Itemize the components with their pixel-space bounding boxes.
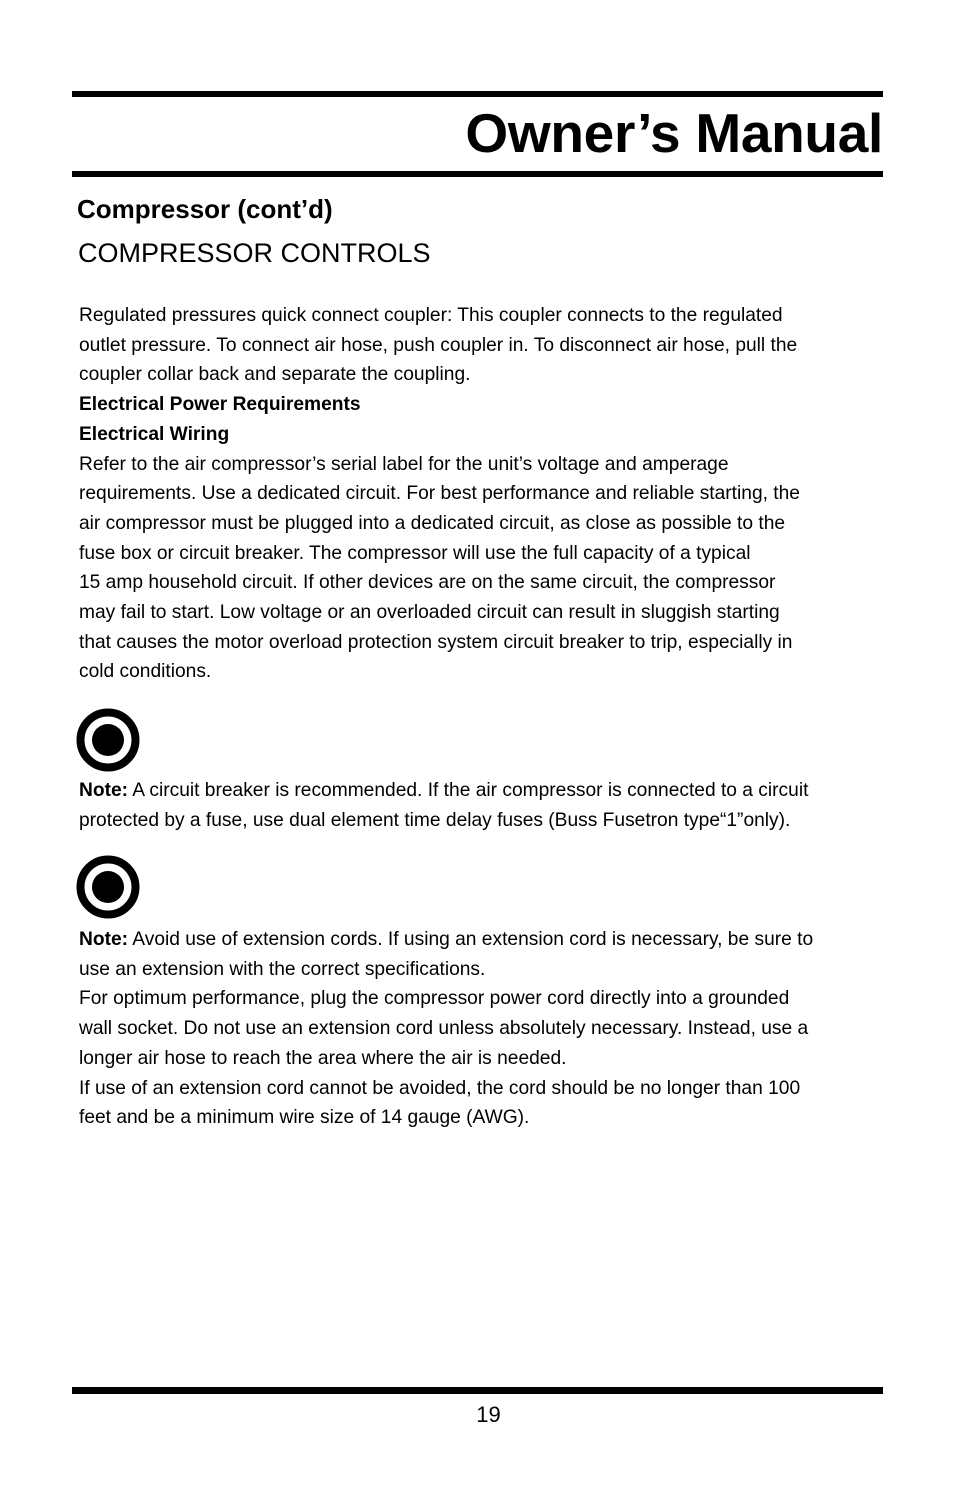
header-top-rule (72, 91, 883, 97)
note-line: protected by a fuse, use dual element time delay fuses (Buss Fusetron type“1”only). (79, 809, 791, 831)
note-target-icon (76, 855, 140, 919)
wiring-line: cold conditions. (79, 661, 212, 683)
subsection-heading: COMPRESSOR CONTROLS (78, 238, 431, 268)
page-number: 19 (476, 1402, 501, 1427)
note-text: Avoid use of extension cords. If using an extension cord is necessary, be sure to (128, 929, 814, 950)
note-text: A circuit breaker is recommended. If the air compressor is connected to a circuit (128, 780, 809, 801)
wiring-line: air compressor must be plugged into a dedicated circuit, as close as possible to the (79, 512, 786, 534)
body-block-controls (79, 301, 899, 687)
wiring-line: 15 amp household circuit. If other devices are on the same circuit, the compressor (79, 572, 776, 594)
note-line (79, 776, 899, 806)
header-bottom-rule (72, 171, 883, 177)
wiring-line: requirements. Use a dedicated circuit. For best performance and reliable starting, the (79, 483, 800, 505)
extension-line: If use of an extension cord cannot be avoided, the cord should be no longer than 100 (79, 1077, 801, 1099)
wiring-line: Refer to the air compressor’s serial label for the unit’s voltage and amperage (79, 453, 729, 475)
wiring-line: that causes the motor overload protection system circuit breaker to trip, especially in (79, 631, 793, 653)
coupler-line: Regulated pressures quick connect coupler: This coupler connects to the regulated (79, 305, 783, 326)
extension-line: For optimum performance, plug the compressor power cord directly into a grounded (79, 988, 790, 1010)
section-heading: Compressor (cont’d) (77, 194, 333, 224)
note-label: Note: (79, 780, 129, 801)
note-line (79, 925, 899, 955)
electrical-wiring-heading: Electrical Wiring (79, 423, 230, 445)
coupler-line: outlet pressure. To connect air hose, push coupler in. To disconnect air hose, pull the (79, 334, 798, 356)
note-extension-cords (79, 925, 899, 1133)
extension-line: feet and be a minimum wire size of 14 gauge (AWG). (79, 1107, 530, 1129)
note-circuit-breaker (79, 776, 899, 835)
coupler-line: coupler collar back and separate the coupling. (79, 364, 471, 386)
note-target-icon (76, 708, 140, 772)
note-line: use an extension with the correct specifications. (79, 958, 486, 980)
extension-line: longer air hose to reach the area where the air is needed. (79, 1047, 567, 1069)
extension-line: wall socket. Do not use an extension cord unless absolutely necessary. Instead, use a (79, 1018, 809, 1040)
wiring-line: may fail to start. Low voltage or an overloaded circuit can result in sluggish starting (79, 602, 780, 624)
document-title: Owner’s Manual (465, 102, 883, 164)
footer-rule (72, 1387, 883, 1394)
wiring-line: fuse box or circuit breaker. The compressor will use the full capacity of a typical (79, 542, 751, 564)
power-requirements-heading: Electrical Power Requirements (79, 394, 361, 416)
note-label: Note: (79, 929, 129, 950)
